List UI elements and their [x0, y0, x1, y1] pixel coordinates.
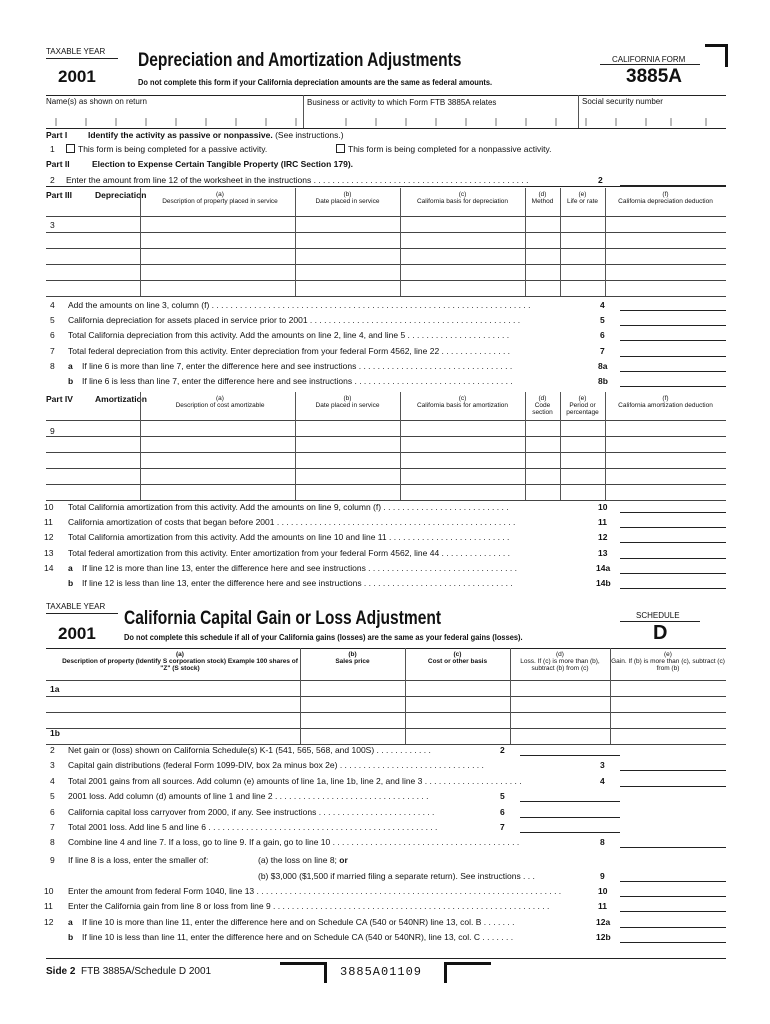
part3-line-ref: 4: [600, 300, 605, 310]
part4-rule: [46, 452, 726, 453]
schedule-d-col-id: (e): [664, 651, 672, 658]
line-9-number: 9: [50, 426, 55, 436]
schedule-d-col-id: (b): [348, 651, 357, 658]
schedule-d-line-text: Enter the California gain from line 8 or loss from line 9 . . . . . . . . . . . . . . . . . . . . . . . . . . . . . . . . . . . . . . . . . . . . . . . . . . . . . . . . . . .: [68, 901, 550, 912]
part3-line-ref: 5: [600, 315, 605, 326]
schedule-d-line-amount[interactable]: [520, 801, 620, 802]
part3-line-text: Add the amounts on line 3, column (f) . . . . . . . . . . . . . . . . . . . . . . . . . . . . . . . . . . . . . . . . . . . . . . . . . . . . . . . . . . . . . . . . . . . .: [68, 300, 531, 310]
part3-col-id: (f): [662, 191, 669, 198]
part4-rule: [46, 436, 726, 437]
part3-line-sub: b: [68, 376, 74, 386]
schedule-d-col-id: (d): [556, 651, 564, 658]
california-form-label: CALIFORNIA FORM: [612, 55, 686, 64]
part4-rule: [46, 468, 726, 469]
part3-col-text: Life or rate: [566, 198, 599, 205]
part4-col-text: Description of cost amortizable: [175, 402, 265, 409]
part3-line-number: 7: [50, 345, 55, 356]
part4-heading: Amortization: [95, 394, 147, 404]
schedule-d-line-sub: b: [68, 932, 74, 943]
part4-line-ref: 10: [598, 502, 608, 512]
schedule-label: SCHEDULE: [636, 611, 680, 620]
part4-line-amount[interactable]: [620, 527, 726, 528]
part4-col-text: Period or percentage: [566, 402, 599, 416]
schedule-d-line-number: 10: [44, 886, 54, 896]
schedule-d-col-text: Sales price: [335, 658, 370, 665]
part3-col-header: [295, 191, 400, 205]
schedule-d-line-ref: 2: [500, 745, 505, 755]
schedule-d-line-9-option-a: (a) the loss on line 8;: [258, 855, 337, 865]
part3-table-row[interactable]: [60, 282, 724, 294]
part3-col-text: Description of property placed in service: [162, 198, 278, 205]
part3-line-number: 6: [50, 330, 55, 341]
part3-col-header: [560, 191, 605, 205]
taxable-year-label: TAXABLE YEAR: [46, 47, 106, 56]
part4-col-header: [560, 395, 605, 416]
schedule-d-line-amount[interactable]: [520, 832, 620, 833]
business-label: Business or activity to which Form FTB 3885A relates: [307, 98, 497, 107]
part3-line-amount[interactable]: [620, 325, 726, 326]
part3-rule: [46, 216, 726, 217]
nonpassive-checkbox[interactable]: [336, 144, 345, 153]
part3-line-amount[interactable]: [620, 386, 726, 387]
part3-line-text: If line 6 is less than line 7, enter the difference here and see instructions . . . . . . . . . . . . . . . . . . . . . . . . . . . . . . . . . .: [82, 376, 513, 386]
part3-heading: Depreciation: [95, 190, 147, 200]
part3-line-amount[interactable]: [620, 310, 726, 311]
schedule-d-line-ref: 12b: [596, 932, 611, 943]
part4-table-row[interactable]: [60, 470, 724, 482]
part3-table-row[interactable]: [60, 266, 724, 278]
schedule-d-line-ref: 10: [598, 886, 608, 896]
footer-mark-right: [444, 962, 491, 983]
part4-line-number: 13: [44, 547, 54, 558]
part4-col-header: [400, 395, 525, 409]
part4-line-amount[interactable]: [620, 558, 726, 559]
schedule-d-line-ref: 11: [598, 901, 607, 912]
part4-col-header: [295, 395, 400, 409]
schedule-d-title: California Capital Gain or Loss Adjustment: [124, 608, 442, 629]
part4-col-id: (b): [343, 395, 352, 402]
part4-table-row[interactable]: [60, 454, 724, 466]
sd-rule: [46, 712, 726, 713]
schedule-d-line-text: California capital loss carryover from 2000, if any. See instructions . . . . . . . . . . . . . . . . . . . . . . . . .: [68, 806, 435, 817]
part3-line-amount[interactable]: [620, 371, 726, 372]
part4-col-text: Date placed in service: [315, 402, 380, 409]
part3-rule: [46, 280, 726, 281]
schedule-d-table-row[interactable]: [62, 682, 724, 694]
part3-col-id: (a): [216, 191, 224, 198]
part2-label: Part II: [46, 159, 70, 169]
line-2-number: 2: [50, 175, 55, 185]
schedule-d-col-header: [510, 651, 610, 672]
footer-form-ref: FTB 3885A/Schedule D 2001: [81, 966, 212, 977]
part4-line-ref: 11: [598, 517, 607, 528]
part4-line-amount[interactable]: [620, 588, 726, 589]
nonpassive-option-label: This form is being completed for a nonpassive activity.: [348, 144, 552, 154]
part2-heading: Election to Expense Certain Tangible Property (IRC Section 179).: [92, 159, 354, 169]
schedule-d-line-9-ref: 9: [600, 871, 605, 881]
part4-table-row[interactable]: [60, 422, 724, 434]
schedule-d-col-text: Description of property (Identify S corporation stock) Example 100 shares of "Z" (S stock): [62, 658, 298, 672]
schedule-d-line-number: 3: [50, 760, 55, 771]
part4-line-ref: 14a: [596, 562, 611, 573]
part4-col-id: (e): [578, 395, 587, 402]
part1-heading: Identify the activity as passive or nonpassive.: [88, 130, 273, 140]
footer-mark-left: [280, 962, 327, 983]
part3-col-header: [140, 191, 300, 205]
part4-line-number: 11: [44, 517, 53, 528]
schedule-d-line-number: 8: [50, 837, 55, 848]
part3-label: Part III: [46, 190, 72, 200]
part3-col-id: (d): [538, 191, 547, 198]
footer-side: Side 2: [46, 966, 76, 977]
part4-line-amount[interactable]: [620, 573, 726, 574]
part3-line-text: Total California depreciation from this activity. Add the amounts on line 2, line 4, and line 5 . . . . . . . . . . . . . . . . . . . . . .: [68, 330, 510, 341]
schedule-d-line-amount[interactable]: [620, 847, 726, 848]
schedule-d-col-id: (c): [453, 651, 462, 658]
schedule-d-subtitle: Do not complete this schedule if all of your California gains (losses) are the same as your federal gains (losses).: [124, 632, 523, 642]
schedule-d-line-9-text: If line 8 is a loss, enter the smaller of:: [68, 855, 209, 865]
line-2-ref: 2: [598, 175, 603, 185]
part1-label: Part I: [46, 130, 68, 140]
schedule-d-table-row[interactable]: [62, 698, 724, 710]
schedule-d-col-text: Gain. If (b) is more than (c), subtract (c) from (b): [611, 658, 725, 672]
schedule-d-col-id: (a): [176, 651, 184, 658]
part4-line-text: California amortization of costs that began before 2001 . . . . . . . . . . . . . . . . . . . . . . . . . . . . . . . . . . . . . . . . . . . . . . . . . . .: [68, 517, 516, 528]
part4-col-text: California basis for amortization: [416, 402, 509, 409]
part4-col-text: California amortization deduction: [618, 402, 713, 409]
part3-rule: [46, 248, 726, 249]
schedule-d-col-text: Loss. If (c) is more than (b), subtract (b) from (c): [520, 658, 600, 672]
passive-checkbox[interactable]: [66, 144, 75, 153]
schedule-d-taxable-year-label: TAXABLE YEAR: [46, 602, 106, 611]
part4-col-id: (a): [216, 395, 224, 402]
part3-line-ref: 8b: [598, 376, 608, 386]
schedule-d-col-header: [610, 651, 726, 672]
ssn-label: Social security number: [582, 97, 663, 106]
schedule-d-line-amount[interactable]: [620, 911, 726, 912]
part3-line-text: California depreciation for assets placed in service prior to 2001 . . . . . . . . . . . . . . . . . . . . . . . . . . . . . . . . . . . . . . . . . . . . .: [68, 315, 521, 326]
form-number: 3885A: [626, 66, 682, 87]
part3-col-header: [525, 191, 560, 205]
part4-line-text: If line 12 is more than line 13, enter the difference here and see instructions . . . . . . . . . . . . . . . . . . . . . . . . . . . . . . . .: [82, 562, 517, 573]
part1-heading-note: (See instructions.): [275, 130, 344, 140]
schedule-d-line-text: Total 2001 gains from all sources. Add column (e) amounts of line 1a, line 1b, line 2, and line 3 . . . . . . . . . . . . . . . . . . . . .: [68, 775, 522, 786]
part3-col-id: (c): [458, 191, 467, 198]
schedule-d-line-number: 12: [44, 916, 54, 927]
part4-line-number: 14: [44, 562, 54, 573]
nonpassive-option[interactable]: [336, 144, 551, 154]
schedule-d-line-amount[interactable]: [620, 896, 726, 897]
schedule-d-line-9-option-b: (b) $3,000 ($1,500 if married filing a separate return). See instructions . . .: [258, 871, 535, 881]
schedule-d-line-amount[interactable]: [520, 755, 620, 756]
part4-rule: [46, 484, 726, 485]
schedule-d-line-9-amount[interactable]: [620, 881, 726, 882]
schedule-d-col-header: [60, 651, 300, 672]
schedule-d-line-text: Total 2001 loss. Add line 5 and line 6 . . . . . . . . . . . . . . . . . . . . . . . . . . . . . . . . . . . . . . . . . . . . . . . . .: [68, 822, 438, 832]
part3-rule: [46, 264, 726, 265]
schedule-d-line-9-number: 9: [50, 855, 55, 865]
part3-col-id: (b): [343, 191, 352, 198]
part4-col-header: [605, 395, 726, 409]
part4-table-row[interactable]: [60, 486, 724, 498]
tax-year: 2001: [58, 67, 96, 86]
part3-col-text: Method: [531, 198, 554, 205]
schedule-d-line-text: Net gain or (loss) shown on California Schedule(s) K-1 (541, 565, 568, and 100S) . . . . . . . . . . . .: [68, 745, 431, 755]
schedule-d-line-number: 6: [50, 806, 55, 817]
row-1a-label: 1a: [50, 684, 60, 694]
corner-mark: [705, 44, 728, 67]
part3-col-header: [605, 191, 726, 205]
schedule-d-line-text: 2001 loss. Add column (d) amounts of line 1 and line 2 . . . . . . . . . . . . . . . . . . . . . . . . . . . . . . . . .: [68, 791, 429, 802]
part3-line-ref: 8a: [598, 360, 608, 371]
schedule-d-line-number: 11: [44, 901, 53, 912]
part3-line-number: 4: [50, 300, 55, 310]
schedule-d-col-header: [405, 651, 510, 665]
part3-line-number: 5: [50, 315, 55, 326]
schedule-d-line-text: Enter the amount from federal Form 1040, line 13 . . . . . . . . . . . . . . . . . . . . . . . . . . . . . . . . . . . . . . . . . . . . . . . . . . . . . . . . . . . . . . . . .: [68, 886, 562, 896]
part3-rule: [46, 232, 726, 233]
part4-rule: [46, 500, 726, 501]
part4-line-number: 10: [44, 502, 54, 512]
part3-table-row[interactable]: [60, 218, 724, 230]
sd-rule: [46, 696, 726, 697]
line-2-text: Enter the amount from line 12 of the worksheet in the instructions . . . . . . . . . . . . . . . . . . . . . . . . . . . . . . . . . . . . . . . . . . . . . .: [66, 175, 529, 185]
part3-col-text: California depreciation deduction: [618, 198, 713, 205]
part3-table-row[interactable]: [60, 250, 724, 262]
schedule-d-line-text: If line 10 is less than line 11, enter the difference here and on Schedule CA (540 or 540NR), line 13, col. C . . . . . . .: [82, 932, 514, 943]
part4-line-text: If line 12 is less than line 13, enter the difference here and see instructions . . . . . . . . . . . . . . . . . . . . . . . . . . . . . . . .: [82, 578, 513, 588]
sd-rule: [46, 728, 726, 729]
schedule-d-line-amount[interactable]: [620, 786, 726, 787]
schedule-d-line-ref: 12a: [596, 916, 611, 927]
part4-col-id: (d): [538, 395, 547, 402]
part3-line-sub: a: [68, 360, 73, 371]
schedule-d-table-row[interactable]: [62, 714, 724, 726]
schedule-d-line-number: 7: [50, 822, 55, 832]
sd-rule: [46, 680, 726, 681]
schedule-d-line-ref: 5: [500, 791, 505, 802]
part3-line-number: 8: [50, 360, 55, 371]
part4-col-header: [525, 395, 560, 416]
part3-table-row[interactable]: [60, 234, 724, 246]
schedule-d-line-text: Combine line 4 and line 7. If a loss, go to line 9. If a gain, go to line 10 . . . . . . . . . . . . . . . . . . . . . . . . . . . . . . . . . . . . . . . .: [68, 837, 520, 848]
schedule-d-line-sub: a: [68, 916, 73, 927]
form-title: Depreciation and Amortization Adjustments: [138, 50, 462, 71]
schedule-d-line-amount[interactable]: [620, 942, 726, 943]
schedule-d-col-text: Cost or other basis: [427, 658, 488, 665]
part3-line-amount[interactable]: [620, 356, 726, 357]
passive-option[interactable]: [66, 144, 267, 154]
part4-table-row[interactable]: [60, 438, 724, 450]
part4-line-sub: b: [68, 578, 74, 588]
schedule-d-col-header: [300, 651, 405, 665]
part3-line-ref: 7: [600, 345, 605, 356]
schedule-letter: D: [653, 622, 668, 644]
schedule-d-line-ref: 7: [500, 822, 505, 832]
part3-line-text: If line 6 is more than line 7, enter the difference here and see instructions . . . . . . . . . . . . . . . . . . . . . . . . . . . . . . . . .: [82, 360, 513, 371]
part4-line-sub: a: [68, 562, 73, 573]
schedule-d-line-amount[interactable]: [620, 770, 726, 771]
part3-line-amount[interactable]: [620, 340, 726, 341]
part4-col-text: Code section: [532, 402, 553, 416]
part4-line-ref: 12: [598, 532, 608, 543]
part3-col-text: California basis for depreciation: [416, 198, 509, 205]
passive-option-label: This form is being completed for a passive activity.: [78, 144, 268, 154]
part4-line-text: Total California amortization from this activity. Add the amounts on line 10 and line 11 . . . . . . . . . . . . . . . . . . . . . . . . . .: [68, 532, 510, 543]
schedule-d-line-number: 5: [50, 791, 55, 802]
schedule-d-line-ref: 4: [600, 775, 605, 786]
schedule-d-line-9-or: or: [339, 855, 348, 865]
schedule-d-table-row[interactable]: [62, 730, 724, 742]
part3-rule: [46, 296, 726, 297]
part3-col-text: Date placed in service: [315, 198, 380, 205]
part4-label: Part IV: [46, 394, 73, 404]
names-label: Name(s) as shown on return: [46, 97, 147, 106]
part4-rule: [46, 420, 726, 421]
part4-col-id: (c): [458, 395, 467, 402]
part4-line-number: 12: [44, 532, 54, 543]
form-barcode-number: 3885A01109: [340, 965, 423, 979]
line-1-number: 1: [50, 144, 55, 154]
part4-col-header: [140, 395, 300, 409]
part4-line-text: Total federal amortization from this activity. Enter amortization from your federal Form 4562, line 44 . . . . . . . . . . . . . . .: [68, 547, 511, 558]
line-3-number: 3: [50, 220, 55, 230]
schedule-d-line-number: 2: [50, 745, 55, 755]
part3-line-text: Total federal depreciation from this activity. Enter depreciation from your federal Form 4562, line 22 . . . . . . . . . . . . . . .: [68, 345, 511, 356]
row-1b-label: 1b: [50, 728, 60, 738]
schedule-d-line-ref: 8: [600, 837, 605, 848]
schedule-d-line-text: If line 10 is more than line 11, enter the difference here and on Schedule CA (540 or 540NR) line 13, col. B . . . . . . .: [82, 916, 515, 927]
schedule-d-line-ref: 3: [600, 760, 605, 771]
schedule-d-line-ref: 6: [500, 806, 505, 817]
part4-line-amount[interactable]: [620, 512, 726, 513]
part3-col-header: [400, 191, 525, 205]
part4-line-amount[interactable]: [620, 542, 726, 543]
part3-line-ref: 6: [600, 330, 605, 341]
part4-line-ref: 13: [598, 547, 608, 558]
schedule-d-year: 2001: [58, 624, 96, 643]
part3-col-id: (e): [578, 191, 587, 198]
form-subtitle: Do not complete this form if your California depreciation amounts are the same as federal amounts.: [138, 77, 493, 87]
part4-line-ref: 14b: [596, 578, 611, 588]
part4-col-id: (f): [662, 395, 669, 402]
schedule-d-line-amount[interactable]: [520, 817, 620, 818]
schedule-d-line-number: 4: [50, 775, 55, 786]
part4-line-text: Total California amortization from this activity. Add the amounts on line 9, column (f) . . . . . . . . . . . . . . . . . . . . . . . . . . .: [68, 502, 509, 512]
entry-ticks: [46, 112, 726, 128]
schedule-d-line-text: Capital gain distributions (federal Form 1099-DIV, box 2a minus box 2e) . . . . . . . . . . . . . . . . . . . . . . . . . . . . . . .: [68, 760, 484, 771]
schedule-d-line-amount[interactable]: [620, 927, 726, 928]
schedule-d-line-9-option-a-wrap: [258, 855, 348, 865]
